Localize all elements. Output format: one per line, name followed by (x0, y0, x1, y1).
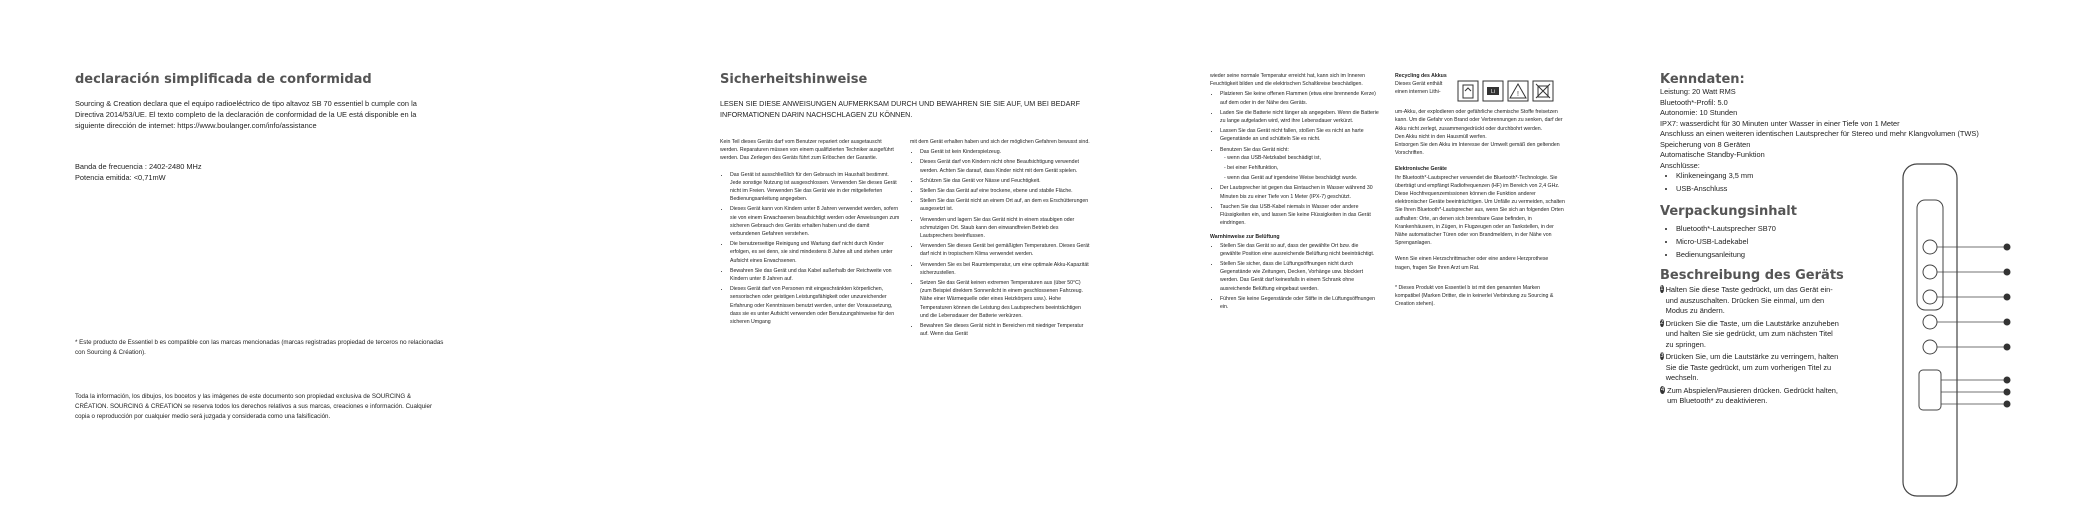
list-item: • Bewahren Sie das Gerät und das Kabel außerhalb der Reichweite von Kindern unter 8 Jahren auf. (730, 267, 900, 283)
description-text: Zum Abspielen/Pausieren drücken. Gedrückt halten, um Bluetooth* zu deaktivieren. (1667, 385, 1838, 405)
frequency-band: Banda de frecuencia : 2402-2480 MHz (75, 162, 202, 171)
spec-item: Autonomie: 10 Stunden (1660, 108, 1738, 117)
spec-item: Speicherung von 8 Geräten (1660, 139, 1751, 149)
list-item: • Micro-USB-Ladekabel (1676, 236, 2000, 247)
list-item: • Das Gerät ist kein Kinderspielzeug. (920, 148, 1090, 156)
list-item: • Setzen Sie das Gerät keinen extremen Temperaturen aus (über 50°C) (zum Beispiel direktem Sonnenlicht in einem geschlossenen Fahrzeug. Nähe einer Wärmequelle oder eines Heizkörpers usw.). Hohe Temperaturen können die Leistung des Lautsprechers beeinträchtigen und die Lebensdauer der Batterie verkürzen. (920, 279, 1090, 320)
safety-continuation: mit dem Gerät erhalten haben und sich der möglichen Gefahren bewusst sind. (910, 139, 1090, 145)
specs-title: Kenndaten: (1660, 72, 1745, 87)
electronics-text-2: Diese Hochfrequenzemissionen können die Funktion anderer elektronischer Geräte beeinträchtigen. Um Unfälle zu vermeiden, schalten Sie Ihren Bluetooth*-Lautsprecher aus, wenn Sie sich an folgenden Orten aufhalten: Orte, an denen sich brennbare Gase befinden, in Krankenhäusern, in Zügen, in Flugzeugen oder an Tankstellen, in der Nähe automatischer Türen oder von Brandmeldern, in der Nähe von Sprenganlagen. (1395, 191, 1565, 247)
safety-left-column (720, 138, 900, 328)
list-item: - bei einer Fehlfunktion, (1224, 165, 1279, 172)
list-item: • Stellen Sie das Gerät nicht an einem Ort auf, an dem es Erschütterungen ausgesetzt ist. (920, 197, 1090, 213)
lithium-battery-icon (1482, 80, 1504, 102)
list-item: • Tauchen Sie das USB-Kabel niemals in Wasser oder andere Flüssigkeiten ein, und lassen Sie keine Flüssigkeiten in das Gerät eindringen. (1220, 203, 1380, 228)
list-item: • Stellen Sie das Gerät auf eine trockene, ebene und stabile Fläche. (920, 187, 1090, 195)
description-item (1660, 319, 1840, 351)
speaker-drawing (1895, 160, 2015, 500)
hazard-icon (1507, 80, 1529, 102)
continuation-text: wieder seine normale Temperatur erreicht hat, kann sich im Inneren Feuchtigkeit bilden und die elektrischen Schaltkreise beschädigen. (1210, 73, 1366, 88)
description-text: Drücken Sie die Taste, um die Lautstärke anzuheben und halten Sie sie gedrückt, um zum nächsten Titel zu springen. (1665, 318, 1839, 349)
step-number: 4 (1660, 386, 1665, 393)
electronics-text-3: Wenn Sie einen Herzschrittmacher oder eine andere Herzprothese tragen, fragen Sie Ihren Arzt um Rat. (1395, 256, 1549, 271)
safety-bullets-b (910, 148, 1090, 338)
step-number: 2 (1660, 319, 1664, 326)
description-text: Drücken Sie, um die Lautstärke zu verringern, halten Sie die Taste gedrückt, um zum vorherigen Titel zu wechseln. (1665, 352, 1839, 382)
list-item: • Verwenden Sie dieses Gerät bei gemäßigten Temperaturen. Dieses Gerät darf nicht in tropischem Klima verwendet werden. (920, 242, 1090, 258)
list-item: • Stellen Sie sicher, dass die Lüftungsöffnungen nicht durch Gegenstände wie Zeitungen, Decken, Vorhänge usw. blockiert werden. Das Gerät darf keinesfalls in einem Schrank ohne ausreichende Belüftung eingebaut werden. (1220, 260, 1380, 293)
speaker-illustration (1895, 160, 2015, 500)
declaration-title: declaración simplificada de conformidad (75, 72, 372, 87)
list-item: • Dieses Gerät darf von Kindern nicht ohne Beaufsichtigung verwendet werden. Achten Sie darauf, dass Kinder nicht mit dem Gerät spielen. (920, 158, 1090, 174)
sub-item-text: wenn das Gerät auf irgendeine Weise beschädigt wurde. (1227, 175, 1358, 182)
recycling-text-4: Entsorgen Sie den Akku im Interesse der Umwelt gemäß den geltenden Vorschriften. (1395, 142, 1560, 157)
step-number: 3 (1660, 353, 1664, 359)
safety-intro: Kein Teil dieses Geräts darf vom Benutzer repariert oder ausgetauscht werden. Reparaturen müssen von einem qualifizierten Techniker ausgeführt werden. Das Zerlegen des Geräts führt zum Erlöschen der Garantie. (720, 139, 894, 162)
list-item (1220, 146, 1380, 183)
compatibility-note: * Dieses Produkt von Essentiel b ist mit den genannten Marken kompatibel (Marken Dritter, die in keinerlei Verbindung zu Sourcing & Creation stehen). (1395, 284, 1554, 308)
ventilation-title: Warnhinweise zur Belüftung (1210, 234, 1280, 241)
safety-lead: LESEN SIE DIESE ANWEISUNGEN AUFMERKSAM DURCH UND BEWAHREN SIE SIE AUF, UM BEI BEDARF INFORMATIONEN DARIN NACHSCHLAGEN ZU KÖNNEN. (720, 99, 1080, 119)
list-item: • Lassen Sie das Gerät nicht fallen, stoßen Sie es nicht an harte Gegenstände an und schütteln Sie es nicht. (1220, 127, 1380, 143)
compatibility-note: * Este producto de Essentiel b es compatible con las marcas mencionadas (marcas registradas propiedad de terceros no relacionadas con Sourcing & Création). (75, 339, 444, 356)
recycling-text-2: um-Akku, der explodieren oder gefährliche chemische Stoffe freisetzen kann. Um die Gefahr von Brand oder Verbrennungen zu senken, darf der Akku nicht zerlegt, zusammengedrückt oder durchbohrt werden. (1395, 109, 1563, 132)
list-item: • Schützen Sie das Gerät vor Nässe und Feuchtigkeit. (920, 177, 1090, 185)
list-item: - wenn das Gerät auf irgendeine Weise beschädigt wurde. (1224, 175, 1358, 182)
spec-item: Leistung: 20 Watt RMS (1660, 87, 1736, 96)
list-item: • Dieses Gerät darf von Personen mit eingeschränkten körperlichen, sensorischen oder geistigen Leistungsfähigkeit oder unzureichender Erfahrung oder Kenntnissen benutzt werden, unter der Voraussetzung, dass sie es unter Aufsicht verwenden oder Benutzungshinweise für den sicheren Umgang (730, 285, 900, 326)
electronics-text-1: Ihr Bluetooth*-Lautsprecher verwendet die Bluetooth*-Technologie. Sie überträgt und empfängt Radiofrequenzen (HF) im Bereich von 2,4 GHz. (1395, 174, 1560, 189)
list-item-text: Benutzen Sie das Gerät nicht: (1220, 146, 1289, 153)
list-item: • Verwenden Sie es bei Raumtemperatur, um eine optimale Akku-Kapazität sicherzustellen. (920, 261, 1090, 277)
spec-item: Anschluss an einen weiteren identischen Lautsprecher für Stereo und mehr Klangvolumen (TWS) (1660, 129, 1979, 138)
list-item: • Bluetooth*-Lautsprecher SB70 (1676, 223, 2000, 234)
emitted-power: Potencia emitida: <0,71mW (75, 173, 166, 182)
spec-item: Anschlüsse: (1660, 160, 1700, 170)
description-item (1660, 285, 1840, 317)
list-item: • Verwenden und lagern Sie das Gerät nicht in einem staubigen oder schmutzigen Ort. Staub kann den einwandfreien Betrieb des Lautsprechers beeinflussen. (920, 216, 1090, 241)
list-item: • Dieses Gerät kann von Kindern unter 8 Jahren verwendet werden, sofern sie von einem Erwachsenen beaufsichtigt werden oder Anweisungen zum sicheren Gebrauch des Geräts erhalten haben und die damit verbundenen Gefahren verstehen. (730, 205, 900, 238)
list-item: • Laden Sie die Batterie nicht länger als angegeben. Wenn die Batterie zu lange aufgeladen wird, wird ihre Lebensdauer verkürzt. (1220, 109, 1380, 125)
copyright-note: Toda la información, los dibujos, los bocetos y las imágenes de este documento son propiedad exclusiva de SOURCING & CRÉATION. SOURCING & CREATION se reserva todos los derechos relativos a sus marcas, creaciones e información. Cualquier copia o reproducción por cualquier medio será juzgada y considerada como una falsificación. (75, 393, 433, 420)
column-recycling (1395, 72, 1565, 308)
battery-crossed-icon (1532, 80, 1554, 102)
spec-item: IPX7: wasserdicht für 30 Minuten unter Wasser in einer Tiefe von 1 Meter (1660, 118, 1900, 128)
description-list (1660, 285, 1840, 407)
list-item: • Stellen Sie das Gerät so auf, dass der gewählte Ort bzw. die gewählte Position eine ausreichende Belüftung nicht beeinträchtigt. (1220, 242, 1380, 258)
list-item: • Bewahren Sie dieses Gerät nicht in Bereichen mit niedriger Temperatur auf. Wenn das Gerät (920, 322, 1090, 338)
electronics-title: Elektronische Geräte (1395, 166, 1447, 173)
description-item (1660, 352, 1840, 384)
package-title: Verpackungsinhalt (1660, 204, 1797, 219)
safety-bullets-a (720, 171, 900, 327)
step-number: 1 (1660, 286, 1664, 292)
recycling-icons (1457, 80, 1554, 102)
spec-item: Bluetooth*-Profil: 5.0 (1660, 97, 1728, 107)
list-item: • Bedienungsanleitung (1676, 249, 2000, 260)
list-item: - wenn das USB-Netzkabel beschädigt ist, (1224, 154, 1321, 161)
sub-item-text: bei einer Fehlfunktion, (1227, 165, 1279, 172)
list-item: • Klinkeneingang 3,5 mm (1676, 171, 2000, 182)
safety-bullets-c (1210, 90, 1380, 227)
description-item (1660, 386, 1840, 407)
recycling-block (1395, 80, 1565, 108)
description-title: Beschreibung des Geräts (1660, 268, 1844, 283)
declaration-text: Sourcing & Creation declara que el equipo radioeléctrico de tipo altavoz SB 70 essentiel b cumple con la Directiva 2014/53/UE. El texto completo de la declaración de conformidad de la UE está disponible en la siguiente dirección de internet: https://www.boulanger.com/info/assistance (75, 99, 417, 130)
sub-item-text: wenn das USB-Netzkabel beschädigt ist, (1227, 154, 1321, 161)
safety-right-column (910, 138, 1090, 340)
list-item: • Führen Sie keine Gegenstände oder Stifte in die Lüftungsöffnungen ein. (1220, 295, 1380, 311)
spec-item: Automatische Standby-Funktion (1660, 150, 1765, 159)
recycling-title: Recycling des Akkus (1395, 73, 1447, 79)
list-item: • Das Gerät ist ausschließlich für den Gebrauch im Haushalt bestimmt. Jede sonstige Nutzung ist ausgeschlossen. Verwenden Sie dieses Gerät nicht im Freien. Verwenden Sie das Gerät wie in der mitgelieferten Bedienungsanleitung angegeben. (730, 171, 900, 204)
svg-text:Li: Li (1491, 89, 1495, 96)
safety-title: Sicherheitshinweise (720, 72, 868, 87)
recycling-text-1: Dieses Gerät enthält einen internen Lithi- (1395, 81, 1443, 96)
list-item: • Platzieren Sie keine offenen Flammen (etwa eine brennende Kerze) auf dem oder in der Nähe des Geräts. (1220, 90, 1380, 106)
column-safety-continued (1210, 72, 1380, 313)
description-text: Halten Sie diese Taste gedrückt, um das Gerät ein- und auszuschalten. Drücken Sie einmal, um den Modus zu ändern. (1665, 285, 1833, 315)
list-item: • Der Lautsprecher ist gegen das Eintauchen in Wasser während 30 Minuten bis zu einer Tiefe von 1 Meter (IPX-7) geschützt. (1220, 184, 1380, 200)
ventilation-bullets (1210, 242, 1380, 312)
svg-text:!: ! (1517, 91, 1519, 99)
recycling-text-3: Den Akku nicht in den Hausmüll werfen. (1395, 133, 1487, 140)
sub-list (1220, 154, 1380, 183)
battery-recycle-icon (1457, 80, 1479, 102)
list-item: • USB-Anschluss (1676, 184, 2000, 195)
list-item: • Die benutzerseitige Reinigung und Wartung darf nicht durch Kinder erfolgen, es sei denn, sie sind mindestens 8 Jahre alt und stehen unter Aufsicht eines Erwachsenen. (730, 240, 900, 265)
